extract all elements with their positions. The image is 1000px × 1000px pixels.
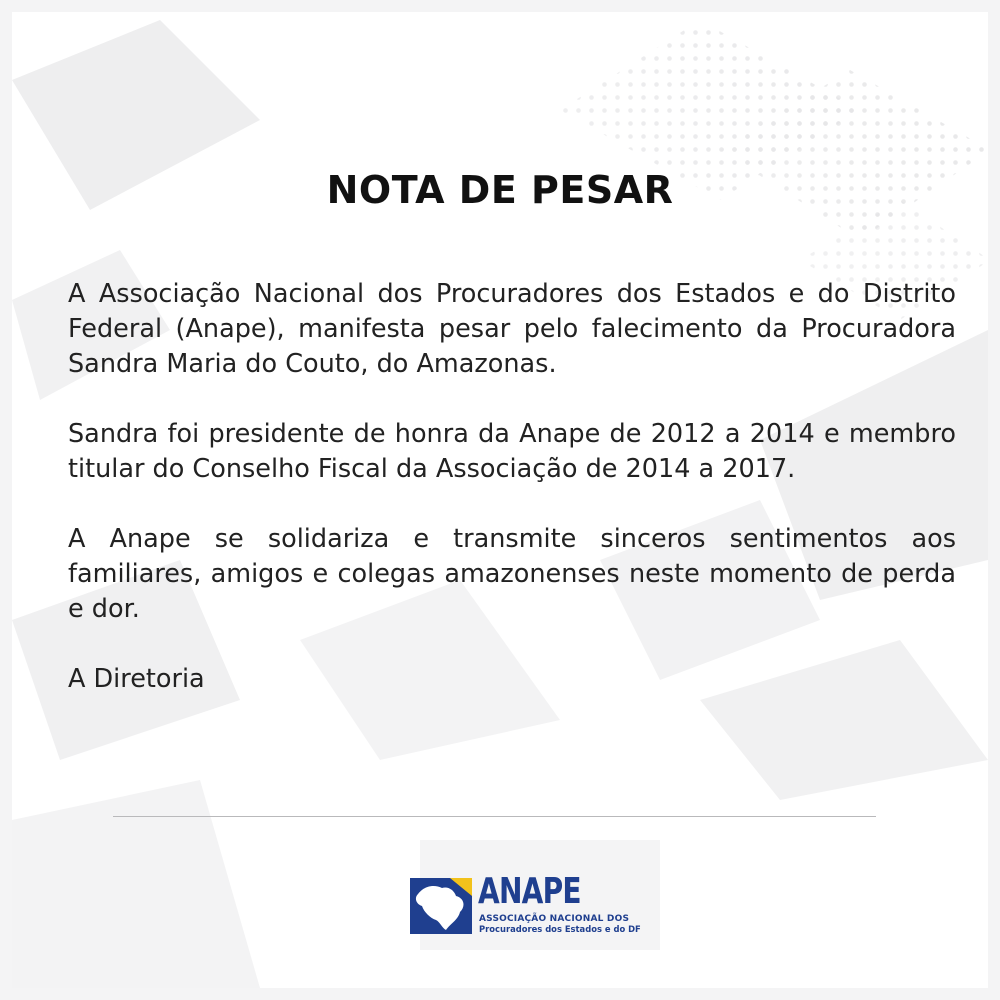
signature: A Diretoria bbox=[68, 664, 205, 694]
divider bbox=[113, 816, 876, 817]
brazil-map-icon bbox=[410, 878, 472, 934]
note-body bbox=[68, 277, 956, 697]
paragraph-announcement: A Associação Nacional dos Procuradores dos Estados e do Distrito Federal (Anape), manifesta pesar pelo falecimento da Procuradora Sandra Maria do Couto, do Amazonas. bbox=[68, 279, 956, 379]
paragraph-biography: Sandra foi presidente de honra da Anape de 2012 a 2014 e membro titular do Conselho Fiscal da Associação de 2014 a 2017. bbox=[68, 419, 956, 484]
note-title: NOTA DE PESAR bbox=[326, 168, 674, 212]
logo-name: ANAPE bbox=[478, 871, 581, 912]
anape-logo bbox=[410, 871, 641, 936]
logo-subtitle-1: ASSOCIAÇÃO NACIONAL DOS bbox=[479, 914, 630, 924]
logo-subtitle-2: Procuradores dos Estados e do DF bbox=[479, 924, 641, 934]
paragraph-condolences: A Anape se solidariza e transmite sinceros sentimentos aos familiares, amigos e colegas amazonenses neste momento de perda e dor. bbox=[68, 524, 956, 624]
